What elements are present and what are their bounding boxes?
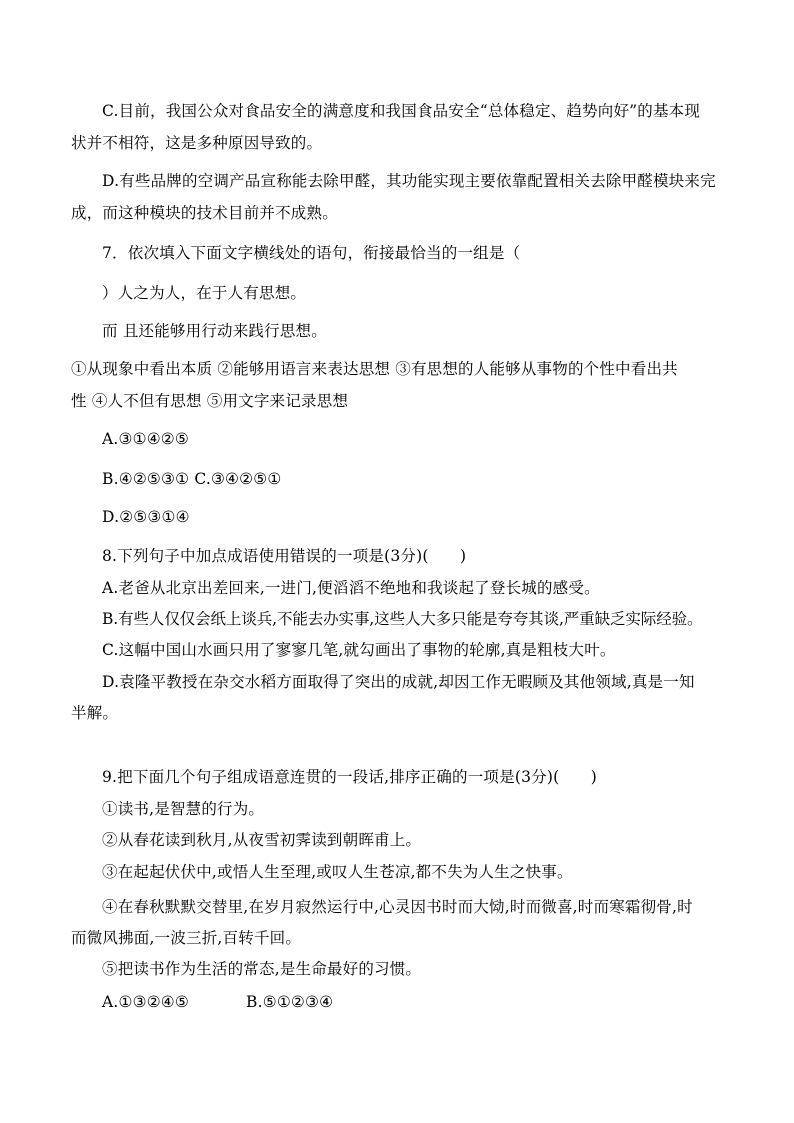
q7-stem-line2: ）人之为人，在于人有思想。 — [102, 284, 307, 302]
q9-option-b: B.⑤①②③④ — [246, 993, 334, 1011]
q8-stem: 8.下列句子中加点成语使用错误的一项是(3分)( ) — [102, 547, 467, 565]
q6-option-d-line1: D.有些品牌的空调产品宣称能去除甲醛，其功能实现主要依靠配置相关去除甲醛模块来完 — [102, 172, 716, 190]
q9-sentence-5: ⑤把读书作为生活的常态,是生命最好的习惯。 — [102, 960, 422, 978]
q8-option-d-line2: 半解。 — [71, 704, 119, 722]
q7-stem-line3: 而 且还能够用行动来践行思想。 — [102, 322, 327, 340]
q6-option-c-line1: C.目前，我国公众对食品安全的满意度和我国食品安全“总体稳定、趋势向好”的基本现 — [102, 102, 701, 120]
q7-stem-line1: 7．依次填入下面文字横线处的语句，衔接最恰当的一组是（ — [102, 244, 521, 262]
q7-items-line2: 性 ④人不但有思想 ⑤用文字来记录思想 — [71, 392, 349, 410]
q9-sentence-2: ②从春花读到秋月,从夜雪初霁读到朝晖甫上。 — [102, 831, 422, 849]
q8-option-a: A.老爸从北京出差回来,一进门,便滔滔不绝地和我谈起了登长城的感受。 — [102, 579, 600, 597]
q9-sentence-4-line2: 而微风拂面,一波三折,百转千回。 — [71, 929, 302, 947]
q9-stem: 9.把下面几个句子组成语意连贯的一段话,排序正确的一项是(3分)( ) — [102, 768, 597, 786]
q8-option-b: B.有些人仅仅会纸上谈兵,不能去办实事,这些人大多只能是夸夸其谈,严重缺乏实际经验。 — [102, 610, 703, 628]
q7-option-d: D.②⑤③①④ — [102, 508, 190, 526]
q9-sentence-1: ①读书,是智慧的行为。 — [102, 800, 265, 818]
q9-sentence-4-line1: ④在春秋默默交替里,在岁月寂然运行中,心灵因书时而大恸,时而微喜,时而寒霜彻骨,时 — [102, 898, 693, 916]
q9-sentence-3: ③在起起伏伏中,或悟人生至理,或叹人生苍凉,都不失为人生之快事。 — [102, 863, 573, 881]
q7-items-line1: ①从现象中看出本质 ②能够用语言来表达思想 ③有思想的人能够从事物的个性中看出共 — [71, 360, 678, 378]
q6-option-c-line2: 状并不相符，这是多种原因导致的。 — [71, 134, 323, 152]
q6-option-d-line2: 成，而这种模块的技术目前并不成熟。 — [71, 204, 338, 222]
q8-option-c: C.这幅中国山水画只用了寥寥几笔,就勾画出了事物的轮廓,真是粗枝大叶。 — [102, 641, 616, 659]
q7-option-b-c: B.④②⑤③① C.③④②⑤① — [102, 470, 282, 488]
q7-option-a: A.③①④②⑤ — [102, 430, 189, 448]
q8-option-d-line1: D.袁隆平教授在杂交水稻方面取得了突出的成就,却因工作无暇顾及其他领域,真是一知 — [102, 673, 695, 691]
q9-option-a: A.①③②④⑤ — [102, 993, 189, 1011]
